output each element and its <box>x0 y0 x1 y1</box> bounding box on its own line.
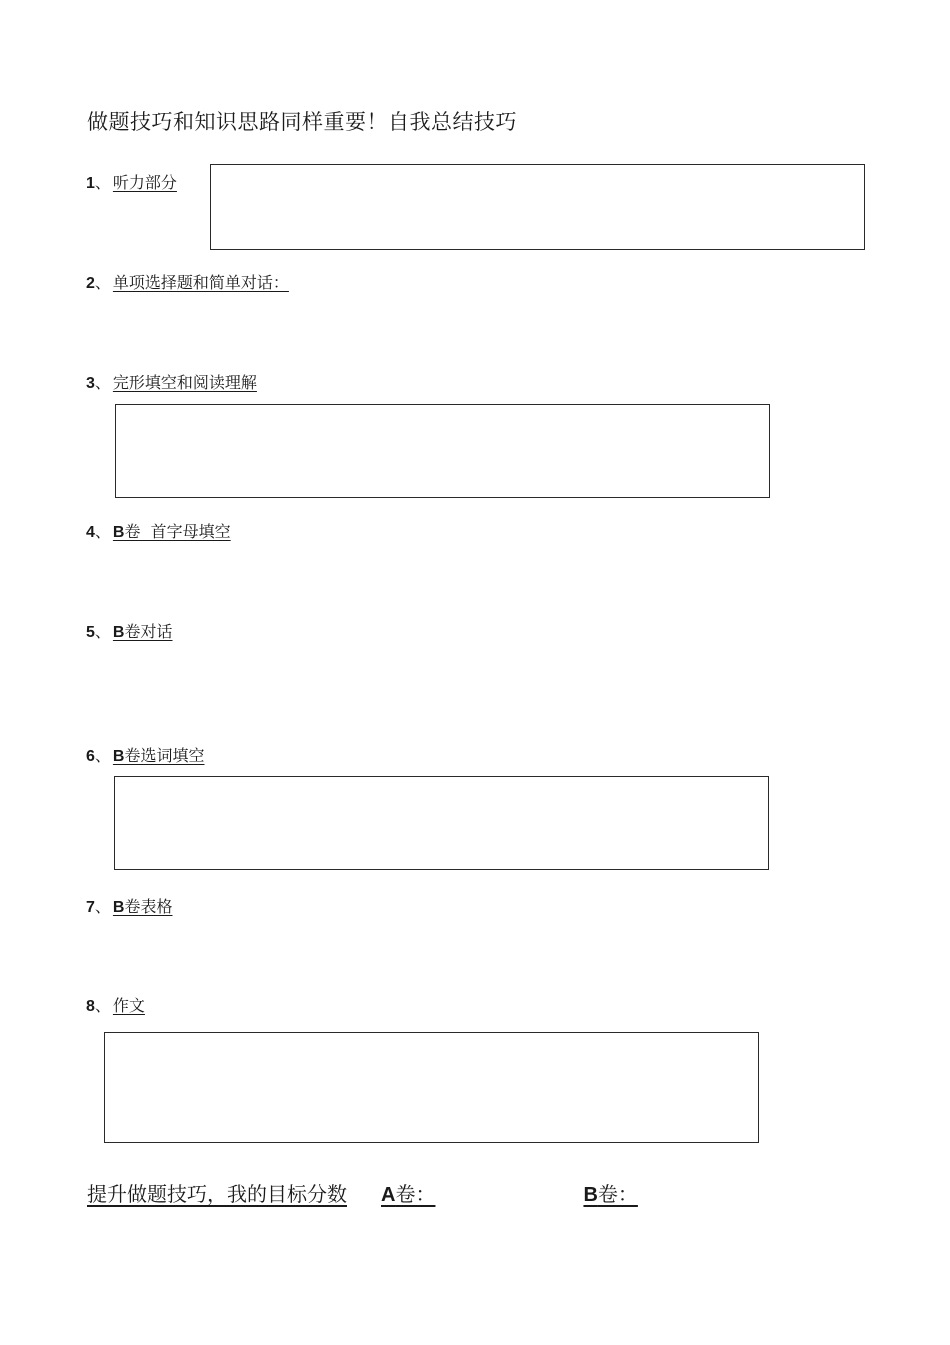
section-label-text: 卷表格 <box>124 897 173 916</box>
section-separator: 、 <box>94 273 111 292</box>
section-b-table <box>86 897 181 918</box>
section-number: 8 <box>86 998 95 1015</box>
section-listening <box>86 173 185 194</box>
section-b-dialogue <box>86 622 181 643</box>
writing-answer-box[interactable] <box>104 1032 759 1143</box>
section-separator: 、 <box>94 622 111 641</box>
section-b-word-fill <box>86 746 213 767</box>
section-label <box>113 897 181 916</box>
section-label-prefix: B <box>112 524 125 541</box>
target-score-text: 提升做题技巧，我的目标分数 <box>87 1182 347 1206</box>
section-b-initial-letter <box>86 522 239 543</box>
section-label-text: 卷对话 <box>124 622 173 641</box>
section-label <box>113 746 213 765</box>
section-number: 3 <box>86 375 95 392</box>
paper-a-letter: A <box>381 1184 396 1206</box>
section-separator: 、 <box>94 897 111 916</box>
target-score-line <box>87 1178 652 1207</box>
section-separator: 、 <box>94 173 111 192</box>
section-label: 完形填空和阅读理解 <box>112 373 257 392</box>
section-label: 作文 <box>112 996 145 1015</box>
section-multiple-choice <box>86 273 297 294</box>
word-fill-answer-box[interactable] <box>114 776 769 870</box>
section-separator: 、 <box>94 996 111 1015</box>
section-label: 单项选择题和简单对话： <box>112 273 289 292</box>
section-label: 听力部分 <box>112 173 177 192</box>
section-label <box>113 522 239 541</box>
section-label-text: 卷选词填空 <box>124 746 205 765</box>
paper-a-label: 卷： <box>395 1182 436 1206</box>
listening-answer-box[interactable] <box>210 164 865 250</box>
section-number: 4 <box>86 524 95 541</box>
section-separator: 、 <box>94 522 111 541</box>
section-label-text: 卷 首字母填空 <box>124 522 231 541</box>
section-separator: 、 <box>94 746 111 765</box>
section-separator: 、 <box>94 373 111 392</box>
section-label <box>113 622 181 641</box>
section-label-prefix: B <box>112 624 125 641</box>
section-cloze-reading <box>86 373 265 394</box>
section-label-prefix: B <box>112 899 125 916</box>
cloze-reading-answer-box[interactable] <box>115 404 770 498</box>
paper-b-label: 卷： <box>597 1182 638 1206</box>
section-number: 7 <box>86 899 95 916</box>
section-label-prefix: B <box>112 748 125 765</box>
section-number: 2 <box>86 275 95 292</box>
section-number: 1 <box>86 175 95 192</box>
section-number: 6 <box>86 748 95 765</box>
section-writing <box>86 996 153 1017</box>
paper-b-letter: B <box>583 1184 598 1206</box>
section-number: 5 <box>86 624 95 641</box>
page-title: 做题技巧和知识思路同样重要！自我总结技巧 <box>87 110 517 134</box>
